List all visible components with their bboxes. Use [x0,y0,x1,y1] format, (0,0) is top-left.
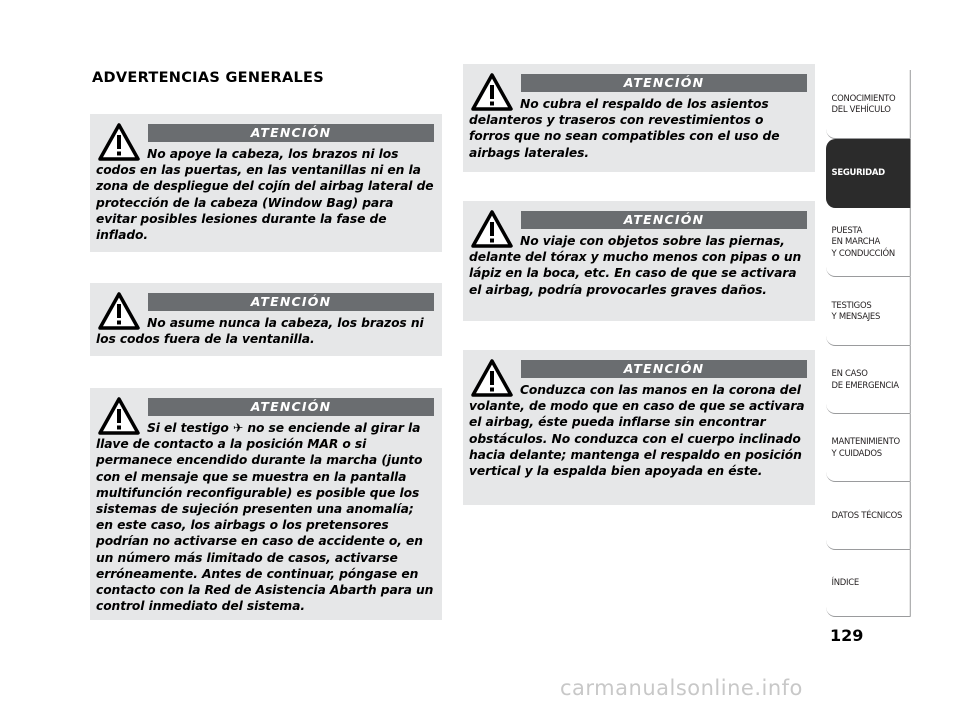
warning-box [90,114,442,252]
warning-heading: ATENCIÓN [148,124,434,142]
warning-heading: ATENCIÓN [148,293,434,311]
tab-mantenimiento[interactable]: MANTENIMIENTO Y CUIDADOS [826,414,911,482]
tab-seguridad[interactable]: SEGURIDAD [826,139,911,208]
warning-text: No apoye la cabeza, los brazos ni los codos en las puertas, en las ventanillas ni en la zona de despliegue del cojín del airbag lateral de protección de la cabeza (Window Bag) para evitar posibles lesiones durante la fase de inflado. [96,147,434,243]
warning-heading: ATENCIÓN [521,74,807,92]
warning-box [463,201,815,321]
warning-text: No asume nunca la cabeza, los brazos ni los codos fuera de la ventanilla. [96,316,424,347]
warning-text: No viaje con objetos sobre las piernas, delante del tórax y mucho menos con pipas o un lápiz en la boca, etc. En caso de que se activara el airbag, podría provocarles graves daños. [469,234,802,297]
warning-text: Si el testigo ✈ no se enciende al girar la llave de contacto a la posición MAR o si permanece encendido durante la marcha (junto con el mensaje que se muestra en la pantalla multifunción reconfigurable) es posible que los sistemas de sujeción presenten una anomalía; en este caso, los airbags o los pretensores podrían no activarse en caso de accidente o, en un número más limitado de casos, activarse erróneamente. Antes de continuar, póngase en contacto con la Red de Asistencia Abarth para un control inmediato del sistema. [96,421,434,614]
warning-text: Conduzca con las manos en la corona del volante, de modo que en caso de que se activara el airbag, éste pueda inflarse sin encontrar obstáculos. No conduzca con el cuerpo inclinado hacia delante; mantenga el respaldo en posición vertical y la espalda bien apoyada en éste. [469,383,805,479]
warning-heading: ATENCIÓN [148,398,434,416]
tab-puesta-en-marcha[interactable]: PUESTA EN MARCHA Y CONDUCCIÓN [826,208,911,277]
warning-box [463,350,815,505]
warning-heading: ATENCIÓN [521,211,807,229]
warning-box [463,64,815,172]
tab-datos-tecnicos[interactable]: DATOS TÉCNICOS [826,482,911,550]
watermark: carmanualsonline.info [560,676,803,700]
tab-conocimiento-del-vehiculo[interactable]: CONOCIMIENTO DEL VEHÍCULO [826,70,911,139]
warning-box [90,388,442,620]
warning-heading: ATENCIÓN [521,360,807,378]
warning-text: No cubra el respaldo de los asientos delanteros y traseros con revestimientos o forros que no sean compatibles con el uso de airbags laterales. [469,97,780,160]
page-number: 129 [830,626,864,645]
tab-en-caso-de-emergencia[interactable]: EN CASO DE EMERGENCIA [826,346,911,414]
section-title: ADVERTENCIAS GENERALES [92,70,325,86]
tab-indice[interactable]: ÍNDICE [826,550,911,617]
tab-testigos-y-mensajes[interactable]: TESTIGOS Y MENSAJES [826,277,911,346]
warning-box [90,283,442,356]
